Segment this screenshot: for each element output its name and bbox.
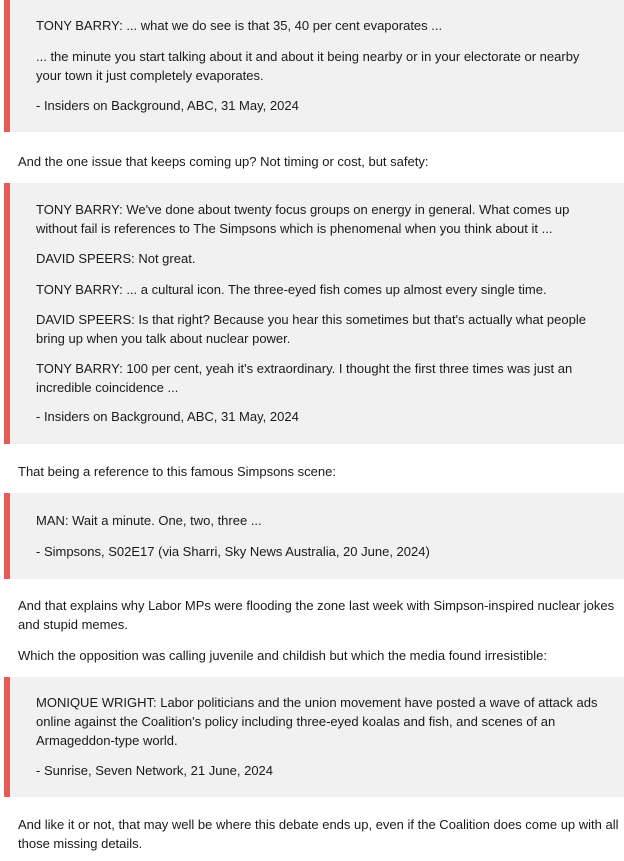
paragraph: And like it or not, that may well be where this debate ends up, even if the Coalition does come up with all those missing details. <box>18 817 619 851</box>
quote-line: DAVID SPEERS: Not great. <box>36 251 196 266</box>
quote-line: MONIQUE WRIGHT: Labor politicians and the union movement have posted a wave of attack ads online against the Coalition's policy including three-eyed koalas and fish, and scenes of an Armageddon-type world. <box>36 695 598 748</box>
paragraph: Which the opposition was calling juvenile and childish but which the media found irresistible: <box>18 648 547 663</box>
quote-line: DAVID SPEERS: Is that right? Because you hear this sometimes but that's actually what people bring up when you talk about nuclear power. <box>36 312 586 346</box>
quote-line: TONY BARRY: ... what we do see is that 35, 40 per cent evaporates ... <box>36 18 443 33</box>
quote-line: TONY BARRY: 100 per cent, yeah it's extraordinary. I thought the first three times was just an incredible coincidence ... <box>36 361 573 395</box>
quote-source: - Sunrise, Seven Network, 21 June, 2024 <box>36 763 274 778</box>
paragraph: That being a reference to this famous Simpsons scene: <box>18 464 336 479</box>
blockquote-2 <box>4 183 624 444</box>
quote-source: - Insiders on Background, ABC, 31 May, 2024 <box>36 409 299 424</box>
blockquote-4 <box>4 677 624 797</box>
quote-line: TONY BARRY: ... a cultural icon. The three-eyed fish comes up almost every single time. <box>36 282 547 297</box>
blockquote-1 <box>4 0 624 132</box>
paragraph: And the one issue that keeps coming up? Not timing or cost, but safety: <box>18 154 429 169</box>
quote-source: - Simpsons, S02E17 (via Sharri, Sky News Australia, 20 June, 2024) <box>36 544 430 559</box>
quote-line: MAN: Wait a minute. One, two, three ... <box>36 513 262 528</box>
paragraph: And that explains why Labor MPs were flooding the zone last week with Simpson-inspired nuclear jokes and stupid memes. <box>18 598 615 632</box>
quote-line: TONY BARRY: We've done about twenty focus groups on energy in general. What comes up without fail is references to The Simpsons which is phenomenal when you think about it ... <box>36 202 570 236</box>
blockquote-3 <box>4 493 624 579</box>
quote-line: ... the minute you start talking about it and about it being nearby or in your electorate or nearby your town it just completely evaporates. <box>36 49 580 83</box>
quote-source: - Insiders on Background, ABC, 31 May, 2024 <box>36 98 299 113</box>
